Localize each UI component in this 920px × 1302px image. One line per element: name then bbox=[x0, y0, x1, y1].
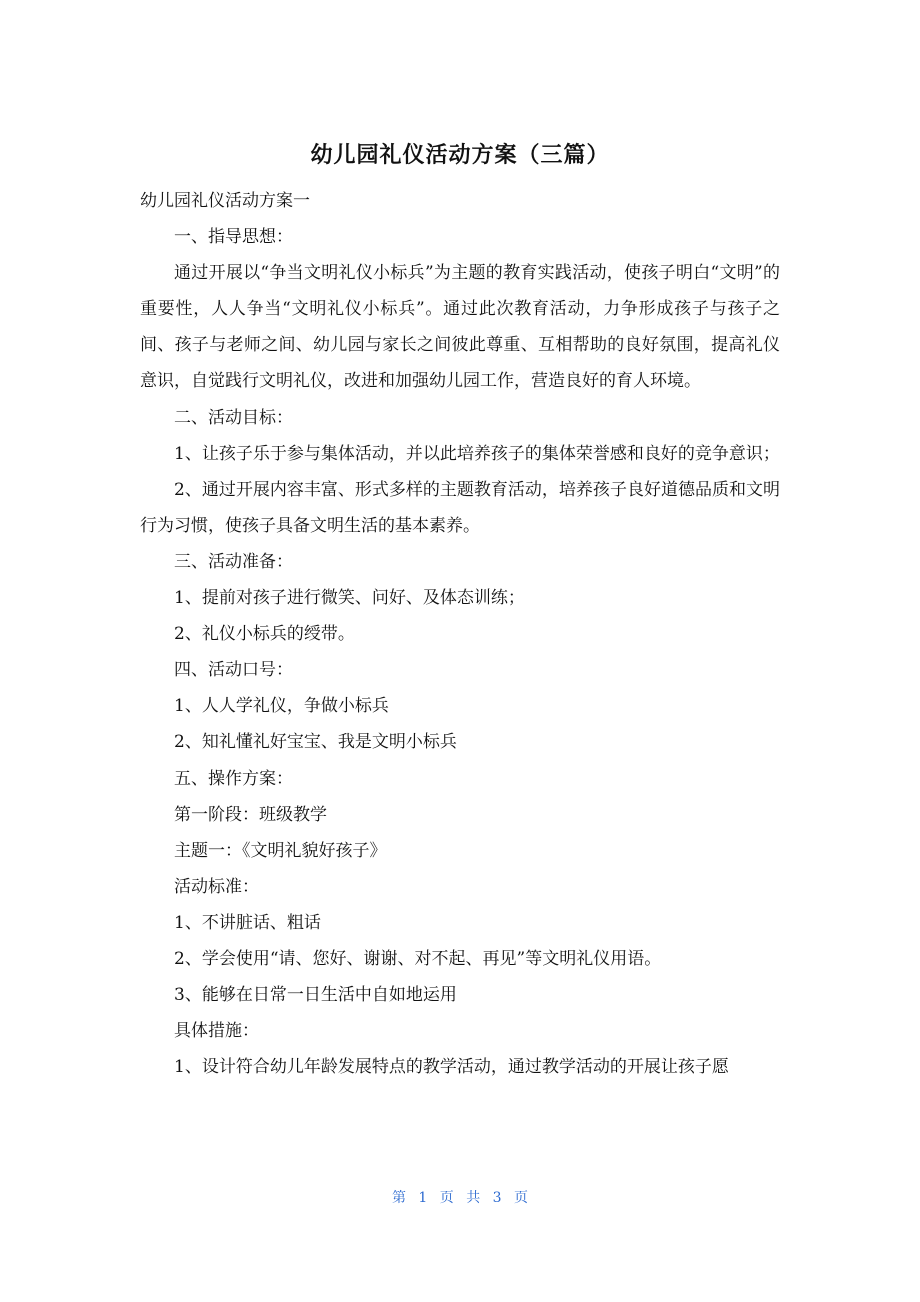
body-paragraph: 二、活动目标： bbox=[174, 407, 293, 428]
body-paragraph: 2、知礼懂礼好宝宝、我是文明小标兵 bbox=[174, 732, 457, 753]
body-paragraph: 活动标准： bbox=[174, 876, 259, 897]
document-body bbox=[140, 183, 780, 1085]
body-paragraph: 2、通过开展内容丰富、形式多样的主题教育活动，培养孩子良好道德品质和文明行为习惯，使孩子具备文明生活的基本素养。 bbox=[140, 479, 780, 536]
body-paragraph: 1、设计符合幼儿年龄发展特点的教学活动，通过教学活动的开展让孩子愿 bbox=[174, 1057, 729, 1078]
body-paragraph: 具体措施： bbox=[174, 1021, 259, 1042]
section-heading: 幼儿园礼仪活动方案一 bbox=[140, 191, 310, 211]
body-paragraph: 2、学会使用“请、您好、谢谢、对不起、再见”等文明礼仪用语。 bbox=[174, 948, 662, 969]
body-paragraph: 通过开展以“争当文明礼仪小标兵”为主题的教育实践活动，使孩子明白“文明”的重要性，人人争当“文明礼仪小标兵”。通过此次教育活动，力争形成孩子与孩子之间、孩子与老师之间、幼儿园与家长之间彼此尊重、互相帮助的良好氛围，提高礼仪意识，自觉践行文明礼仪，改进和加强幼儿园工作，营造良好的育人环境。 bbox=[140, 263, 780, 392]
page-footer: 第 1 页 共 3 页 bbox=[391, 1190, 529, 1206]
document-title: 幼儿园礼仪活动方案（三篇） bbox=[310, 143, 610, 168]
body-paragraph: 3、能够在日常一日生活中自如地运用 bbox=[174, 985, 457, 1006]
body-paragraph: 1、提前对孩子进行微笑、问好、及体态训练； bbox=[174, 588, 525, 609]
body-paragraph: 主题一：《文明礼貌好孩子》 bbox=[174, 840, 387, 861]
body-paragraph: 2、礼仪小标兵的绶带。 bbox=[174, 624, 355, 645]
body-paragraph: 第一阶段：班级教学 bbox=[174, 804, 327, 825]
body-paragraph: 1、让孩子乐于参与集体活动，并以此培养孩子的集体荣誉感和良好的竞争意识； bbox=[174, 443, 780, 464]
body-paragraph: 1、不讲脏话、粗话 bbox=[174, 912, 321, 933]
body-paragraph: 五、操作方案： bbox=[174, 768, 293, 789]
body-paragraph: 一、指导思想： bbox=[174, 227, 293, 248]
body-paragraph: 三、活动准备： bbox=[174, 551, 293, 572]
body-paragraph: 1、人人学礼仪，争做小标兵 bbox=[174, 696, 389, 717]
body-paragraph: 四、活动口号： bbox=[174, 660, 293, 681]
